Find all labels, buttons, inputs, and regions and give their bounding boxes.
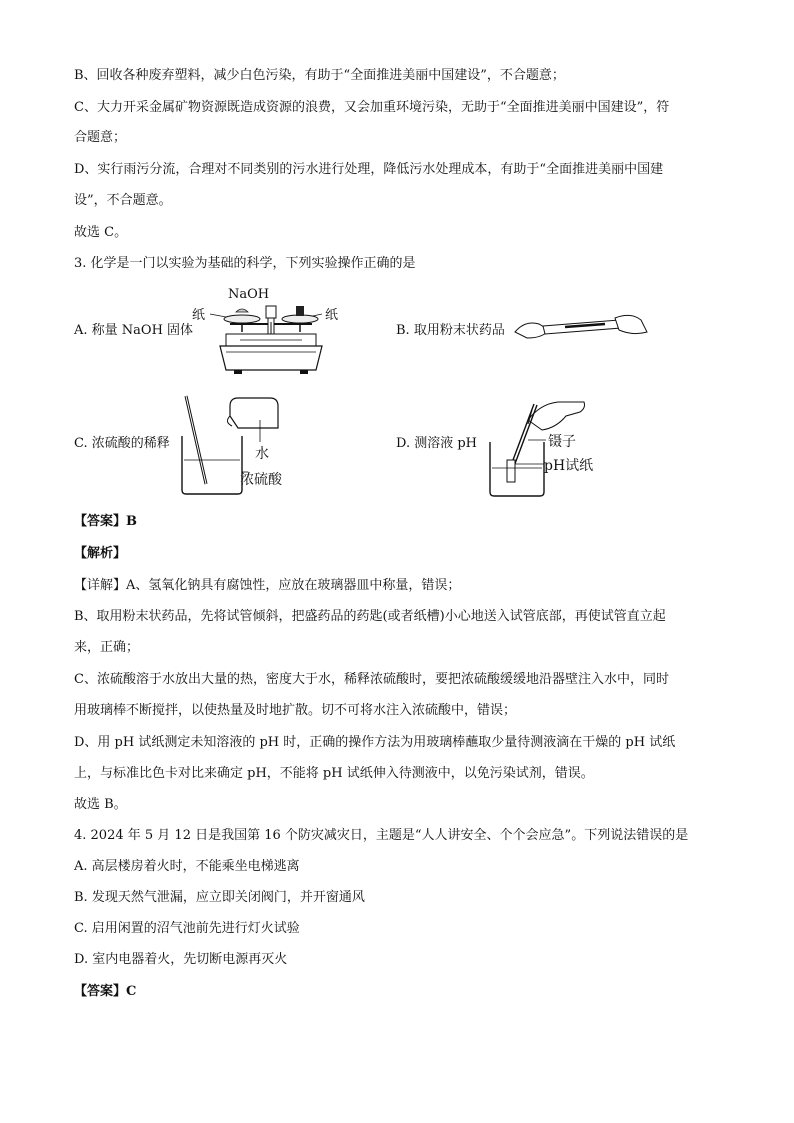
paper-left-label: 纸 xyxy=(192,308,206,323)
q4-option-a: A. 高层楼房着火时，不能乘坐电梯逃离 xyxy=(74,859,300,874)
text-line: 设”，不合题意。 xyxy=(74,193,172,208)
naoh-label: NaOH xyxy=(228,287,270,302)
text-line: C、大力开采金属矿物资源既造成资源的浪费，又会加重环境污染，无助于“全面推进美丽中国建设”，符 xyxy=(74,100,670,115)
text-line: 故选 B。 xyxy=(74,797,127,812)
dilution-figure xyxy=(178,392,298,496)
text-line: B、回收各种废弃塑料，减少白色污染，有助于“全面推进美丽中国建设”，不合题意； xyxy=(74,68,565,83)
text-line: B、取用粉末状药品，先将试管倾斜，把盛药品的药匙(或者纸槽)小心地送入试管底部，再使试管直立起 xyxy=(74,609,666,624)
text-line: 上，与标准比色卡对比来确定 pH，不能将 pH 试纸伸入待测液中，以免污染试剂，错误。 xyxy=(74,766,594,781)
water-label: 水 xyxy=(255,446,269,462)
q4-option-b: B. 发现天然气泄漏，应立即关闭阀门，并开窗通风 xyxy=(74,890,365,905)
text-line: 【详解】A、氢氧化钠具有腐蚀性，应放在玻璃器皿中称量，错误； xyxy=(74,578,461,593)
q4-answer: 【答案】C xyxy=(74,984,137,999)
ph-test-figure xyxy=(488,394,620,498)
conc-acid-label: 浓硫酸 xyxy=(240,472,282,488)
tweezers-label: 镊子 xyxy=(548,434,576,450)
text-line: D、用 pH 试纸测定未知溶液的 pH 时，正确的操作方法为用玻璃棒蘸取少量待测液滴在干燥的 pH 试纸 xyxy=(74,735,676,750)
q4-option-d: D. 室内电器着火，先切断电源再灭火 xyxy=(74,952,288,967)
option-a-label: A. 称量 NaOH 固体 xyxy=(74,323,194,338)
text-line: 合题意； xyxy=(74,130,127,145)
q4-option-c: C. 启用闲置的沼气池前先进行灯火试验 xyxy=(74,921,300,936)
paper-right-label: 纸 xyxy=(325,308,339,323)
ph-paper-label: pH试纸 xyxy=(544,458,594,474)
text-line: D、实行雨污分流，合理对不同类别的污水进行处理，降低污水处理成本，有助于“全面推进美丽中国建 xyxy=(74,162,664,177)
text-line: C、浓硫酸溶于水放出大量的热，密度大于水，稀释浓硫酸时，要把浓硫酸缓缓地沿器壁注入水中，同时 xyxy=(74,672,669,687)
balance-figure xyxy=(190,282,350,377)
option-c-label: C. 浓硫酸的稀释 xyxy=(74,436,170,451)
powder-transfer-figure xyxy=(515,312,650,342)
text-line: 用玻璃棒不断搅拌，以使热量及时地扩散。切不可将水注入浓硫酸中，错误； xyxy=(74,703,517,718)
text-line: 来，正确； xyxy=(74,640,140,655)
option-d-label: D. 测溶液 pH xyxy=(396,436,478,451)
question-4-stem: 4. 2024 年 5 月 12 日是我国第 16 个防灾减灾日，主题是“人人讲安全、个个会应急”。下列说法错误的是 xyxy=(74,828,689,843)
option-b-label: B. 取用粉末状药品 xyxy=(396,323,505,338)
q3-answer: 【答案】B xyxy=(74,514,137,529)
text-line: 故选 C。 xyxy=(74,225,128,240)
q3-analysis-heading: 【解析】 xyxy=(74,546,127,561)
question-3-stem: 3. 化学是一门以实验为基础的科学，下列实验操作正确的是 xyxy=(74,256,416,271)
